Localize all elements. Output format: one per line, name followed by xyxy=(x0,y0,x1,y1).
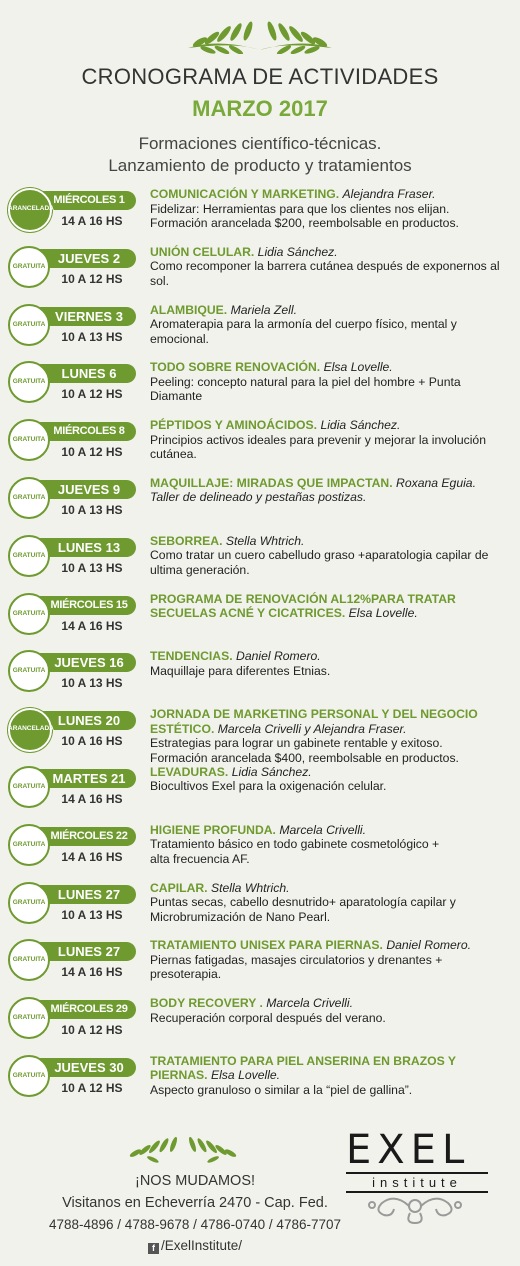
page-title: CRONOGRAMA DE ACTIVIDADES xyxy=(81,64,439,89)
event-body xyxy=(150,592,514,621)
event-day: MIÉRCOLES 22 xyxy=(50,829,128,842)
moving-notice: ¡NOS MUDAMOS! xyxy=(134,1173,256,1189)
date-badge xyxy=(8,997,136,1039)
date-badge xyxy=(8,188,136,230)
subtitle: Lanzamiento de producto y tratamientos xyxy=(108,156,412,175)
price-label: GRATUITA xyxy=(12,782,46,790)
event-title: COMUNICACIÓN Y MARKETING. xyxy=(150,187,340,201)
event-day: MIÉRCOLES 29 xyxy=(50,1003,128,1016)
price-label: GRATUITA xyxy=(12,667,46,675)
event-title: MAQUILLAJE: MIRADAS QUE IMPACTAN. xyxy=(150,475,393,490)
price-label: GRATUITA xyxy=(12,551,46,559)
event-list xyxy=(0,185,520,1110)
facebook-handle[interactable]: /ExelInstitute/ xyxy=(160,1238,243,1253)
address: Visitanos en Echeverría 2470 - Cap. Fed. xyxy=(62,1195,328,1211)
event-day: JUEVES 9 xyxy=(57,481,121,497)
event-description: Formación arancelada $400, reembolsable en productos. xyxy=(150,750,459,765)
date-badge xyxy=(8,882,136,924)
event-row xyxy=(0,647,520,705)
event-description: Aspecto granuloso o similar a la “piel de gallina”. xyxy=(150,1082,413,1097)
event-description: Como tratar un cuero cabelludo graso +aparatologia capilar de ultima generación. xyxy=(150,548,489,577)
event-row xyxy=(0,416,520,474)
event-speaker: Mariela Zell. xyxy=(230,302,297,317)
price-label: GRATUITA xyxy=(12,378,46,386)
event-speaker: Stella Whtrich. xyxy=(210,880,290,895)
event-time: 10 A 12 HS xyxy=(61,387,123,402)
event-time: 10 A 16 HS xyxy=(61,734,123,749)
price-label: GRATUITA xyxy=(12,1014,46,1022)
event-description: Taller de delineado y pestañas postizas. xyxy=(150,490,367,505)
event-description: Maquillaje para diferentes Etnias. xyxy=(150,663,331,678)
price-label: ARANCELADA xyxy=(8,725,54,733)
date-badge xyxy=(8,361,136,403)
event-speaker: Elsa Lovelle. xyxy=(323,360,393,375)
date-badge xyxy=(8,419,136,461)
event-title: TODO SOBRE RENOVACIÓN. xyxy=(150,360,321,375)
price-label: GRATUITA xyxy=(12,609,46,617)
month-heading: MARZO 2017 xyxy=(192,96,328,121)
facebook-icon: f xyxy=(148,1243,159,1254)
event-speaker: Roxana Eguia. xyxy=(396,475,476,490)
event-day: JUEVES 2 xyxy=(57,250,121,266)
event-speaker: Marcela Crivelli. xyxy=(279,822,367,837)
event-day: LUNES 13 xyxy=(57,539,121,555)
event-time: 10 A 13 HS xyxy=(61,329,123,344)
event-body xyxy=(150,303,514,347)
event-description: Peeling: concepto natural para la piel del hombre + Punta Diamante xyxy=(150,374,461,404)
event-description: Microbrumización de Nano Pearl. xyxy=(150,909,331,924)
event-row xyxy=(0,1052,520,1110)
event-body xyxy=(150,418,514,462)
event-body xyxy=(150,707,514,765)
event-speaker: Elsa Lovelle. xyxy=(210,1068,281,1083)
event-row xyxy=(0,358,520,416)
price-label: GRATUITA xyxy=(12,493,46,501)
event-row xyxy=(0,705,520,763)
event-day: LUNES 20 xyxy=(57,713,121,729)
event-row xyxy=(0,243,520,301)
phones: 4788-4896 / 4788-9678 / 4786-0740 / 4786-7707 xyxy=(49,1217,341,1232)
event-row xyxy=(0,936,520,994)
event-speaker: Elsa Lovelle. xyxy=(348,606,418,621)
event-title: PÉPTIDOS Y AMINOÁCIDOS. xyxy=(150,418,318,433)
event-title: ALAMBIQUE. xyxy=(150,302,228,317)
event-speaker: Marcela Crivelli. xyxy=(266,996,353,1011)
header xyxy=(0,0,520,185)
event-title: JORNADA DE MARKETING PERSONAL Y DEL NEGOCIO ESTÉTICO. xyxy=(150,707,478,736)
subtitle: Formaciones científico-técnicas. xyxy=(138,134,382,153)
event-speaker: Daniel Romero. xyxy=(236,649,321,664)
event-row xyxy=(0,532,520,590)
event-row xyxy=(0,821,520,879)
event-day: MIÉRCOLES 1 xyxy=(53,194,125,206)
fern-icon xyxy=(118,1129,248,1163)
fern-icon xyxy=(178,12,342,54)
event-body xyxy=(150,649,514,678)
event-description: Como recomponer la barrera cutánea después de exponernos al sol. xyxy=(150,259,500,288)
event-time: 10 A 12 HS xyxy=(61,1023,123,1038)
event-row xyxy=(0,185,520,243)
ornament-icon xyxy=(360,1191,470,1225)
event-title: LEVADURAS. xyxy=(150,764,229,779)
event-title: TRATAMIENTO UNISEX PARA PIERNAS. xyxy=(150,938,383,953)
event-body xyxy=(150,823,514,867)
event-description: Recuperación corporal después del verano. xyxy=(150,1010,386,1025)
date-badge xyxy=(8,708,136,750)
event-time: 14 A 16 HS xyxy=(61,618,123,633)
event-description: Principios activos ideales para prevenir y mejorar la involución cutánea. xyxy=(150,432,486,462)
price-label: ARANCELADA xyxy=(8,205,54,212)
event-body xyxy=(150,938,514,982)
event-day: MIÉRCOLES 8 xyxy=(53,425,125,438)
event-body xyxy=(150,765,514,794)
date-badge xyxy=(8,766,136,808)
event-time: 14 A 16 HS xyxy=(61,791,123,806)
event-speaker: Stella Whtrich. xyxy=(225,533,305,548)
event-body xyxy=(150,1054,514,1098)
event-time: 14 A 16 HS xyxy=(61,849,123,864)
date-badge xyxy=(8,246,136,288)
date-badge xyxy=(8,477,136,519)
event-time: 10 A 13 HS xyxy=(61,502,123,517)
date-badge xyxy=(8,824,136,866)
event-title: HIGIENE PROFUNDA. xyxy=(150,822,276,837)
price-label: GRATUITA xyxy=(12,320,46,328)
event-description: Aromaterapia para la armonía del cuerpo físico, mental y emocional. xyxy=(150,317,457,346)
event-day: LUNES 27 xyxy=(57,944,121,960)
event-time: 10 A 12 HS xyxy=(61,1080,123,1095)
event-speaker: Daniel Romero. xyxy=(386,938,471,953)
event-description: Formación arancelada $200, reembolsable en productos. xyxy=(150,216,459,230)
price-label: GRATUITA xyxy=(12,898,46,906)
event-description: Estrategias para lograr un gabinete rentable y exitoso. xyxy=(150,736,443,751)
event-day: JUEVES 30 xyxy=(54,1059,124,1075)
logo-sub: institute xyxy=(346,1172,488,1193)
event-description: Piernas fatigadas, masajes circulatorios y drenantes + presoterapia. xyxy=(150,952,443,982)
event-description: Tratamiento básico en todo gabinete cosmetológico + xyxy=(150,837,440,852)
price-label: GRATUITA xyxy=(12,956,46,964)
event-speaker: Lidia Sánchez. xyxy=(257,244,338,259)
date-badge xyxy=(8,304,136,346)
event-day: MARTES 21 xyxy=(52,770,126,786)
footer xyxy=(0,1125,520,1266)
event-row xyxy=(0,994,520,1052)
date-badge xyxy=(8,535,136,577)
event-row xyxy=(0,474,520,532)
event-row xyxy=(0,590,520,648)
event-title: PROGRAMA DE RENOVACIÓN AL12%PARA TRATAR SECUELAS ACNÉ Y CICATRICES. xyxy=(150,591,456,621)
event-title: UNIÓN CELULAR. xyxy=(150,244,255,259)
logo-main: EXEL xyxy=(346,1127,471,1173)
event-row xyxy=(0,879,520,937)
event-title: TENDENCIAS. xyxy=(150,649,233,664)
event-speaker: Lidia Sánchez. xyxy=(231,764,312,779)
event-title: BODY RECOVERY . xyxy=(150,996,263,1011)
event-description: Fidelizar: Herramientas para que los clientes nos elijan. xyxy=(150,201,450,216)
event-description: alta frecuencia AF. xyxy=(150,851,250,866)
facebook-link[interactable] xyxy=(0,1238,390,1254)
event-time: 10 A 12 HS xyxy=(61,271,123,286)
price-label: GRATUITA xyxy=(12,262,46,270)
event-speaker: Alejandra Fraser. xyxy=(342,187,436,201)
event-time: 10 A 13 HS xyxy=(61,907,123,922)
event-time: 10 A 13 HS xyxy=(61,560,123,575)
date-badge xyxy=(8,650,136,692)
price-label: GRATUITA xyxy=(12,1071,46,1079)
event-time: 10 A 13 HS xyxy=(61,676,123,691)
event-body xyxy=(150,187,514,231)
event-title: CAPILAR. xyxy=(150,880,208,895)
event-body xyxy=(150,881,514,925)
event-day: VIERNES 3 xyxy=(55,308,123,324)
event-body xyxy=(150,245,514,289)
date-badge xyxy=(8,939,136,981)
date-badge xyxy=(8,593,136,635)
event-day: LUNES 6 xyxy=(61,366,117,382)
price-label: GRATUITA xyxy=(12,436,46,444)
event-row xyxy=(0,301,520,359)
event-speaker: Marcela Crivelli y Alejandra Fraser. xyxy=(217,721,407,736)
event-title: TRATAMIENTO PARA PIEL ANSERINA EN BRAZOS Y PIERNAS. xyxy=(150,1053,456,1083)
event-row xyxy=(0,763,520,821)
event-body xyxy=(150,534,514,578)
event-title: SEBORREA. xyxy=(150,533,223,548)
event-day: MIÉRCOLES 15 xyxy=(50,598,128,611)
event-body xyxy=(150,996,514,1025)
event-description: Puntas secas, cabello desnutrido+ aparatología capilar y xyxy=(150,895,456,910)
brand-logo xyxy=(346,1127,496,1193)
event-speaker: Lidia Sánchez. xyxy=(320,418,401,433)
event-time: 14 A 16 HS xyxy=(61,214,123,228)
event-day: LUNES 27 xyxy=(57,886,121,902)
date-badge xyxy=(8,1055,136,1097)
event-description: Biocultivos Exel para la oxigenación celular. xyxy=(150,779,387,794)
event-time: 14 A 16 HS xyxy=(61,965,123,980)
event-body xyxy=(150,476,514,505)
event-day: JUEVES 16 xyxy=(54,655,124,671)
price-label: GRATUITA xyxy=(12,840,46,848)
event-body xyxy=(150,360,514,404)
event-time: 10 A 12 HS xyxy=(61,445,123,460)
